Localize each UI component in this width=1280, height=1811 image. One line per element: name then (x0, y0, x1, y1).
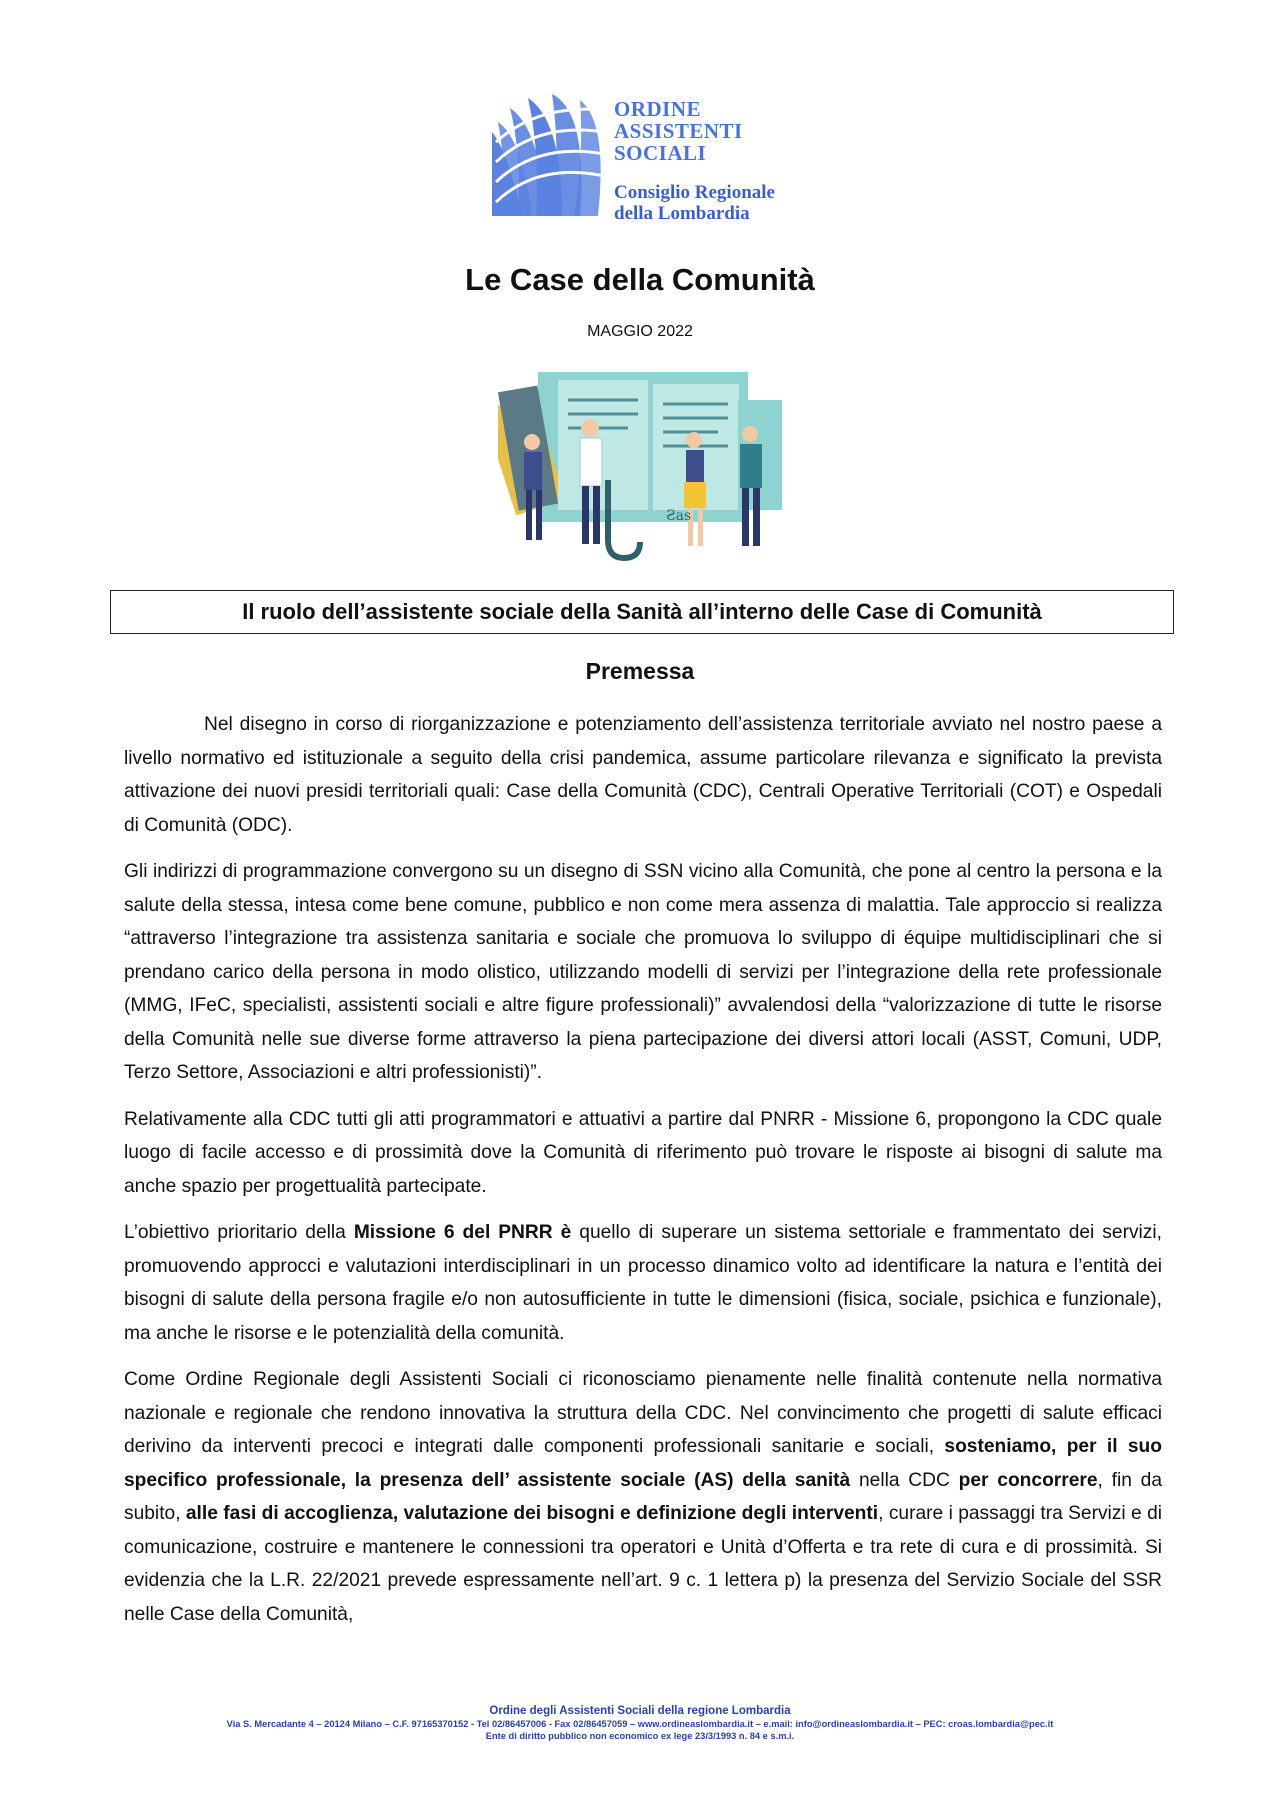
footer-legal-note: Ente di diritto pubblico non economico ex lege 23/3/1993 n. 84 e s.m.i. (485, 1731, 795, 1741)
paragraph-5-text-c: nella CDC (850, 1469, 959, 1491)
paragraph-5-bold-b: sosteniamo, per il suo specifico professionale, la presenza dell’ assistente sociale (AS) della sanità (124, 1436, 1162, 1491)
paragraph-5-text-a: Come Ordine Regionale degli Assistenti Sociali ci riconosciamo pienamente nelle finalità contenute nella normativa nazionale e regionale che rendono innovativa la struttura della CDC. Nel convincimento che progetti di salute efficaci derivino da interventi precoci e integrati dalle componenti professionali sanitarie e sociali, (124, 1369, 1162, 1457)
illustration-caption: Ƨas (666, 508, 692, 524)
boxed-heading: Il ruolo dell’assistente sociale della Sanità all’interno delle Case di Comunità (110, 590, 1174, 634)
document-date: MAGGIO 2022 (587, 323, 693, 340)
footer-org-name: Ordine degli Assistenti Sociali della regione Lombardia (489, 1705, 791, 1717)
paragraph-4-bold: Missione 6 del PNRR è (353, 1222, 572, 1243)
paragraph-4-text-c: quello di superare un sistema settoriale e frammentato dei servizi, promuovendo approcci e valutazioni interdisciplinari in un processo dinamico volto ad identificare la natura e l’entità dei bisogni di salute della persona fragile e/o non autosufficiente in tutte le dimensioni (fisica, sociale, psichica e funzionale), ma anche le risorse e le potenzialità della comunità. (124, 1222, 1162, 1344)
paragraph-5 (124, 1363, 1162, 1631)
paragraph-5-bold-f: alle fasi di accoglienza, valutazione dei bisogni e definizione degli interventi (185, 1503, 879, 1524)
logo-line-ordine: ORDINE (614, 97, 702, 121)
logo-line-assistenti: ASSISTENTI (614, 119, 743, 143)
logo-sub-line1: Consiglio Regionale (614, 182, 775, 203)
logo-line-sociali: SOCIALI (614, 141, 707, 165)
paragraph-3: Relativamente alla CDC tutti gli atti programmatori e attuativi a partire dal PNRR - Missione 6, propongono la CDC quale luogo di facile accesso e di prossimità dove la Comunità di riferimento può trovare le risposte ai bisogni di salute ma anche spazio per progettualità partecipate. (124, 1108, 1162, 1197)
section-title-premessa: Premessa (585, 658, 695, 684)
paragraph-4 (124, 1216, 1162, 1350)
footer-contacts: Via S. Mercadante 4 – 20124 Milano – C.F. 97165370152 - Tel 02/86457006 - Fax 02/86457059 – www.ordineaslombardia.it – e.mail: info@ordineaslombardia.it – PEC: croas.lombardia@pec.it (226, 1719, 1054, 1729)
paragraph-4-text-a: L’obiettivo prioritario della (124, 1222, 354, 1243)
paragraph-5-text-g: , curare i passaggi tra Servizi e di comunicazione, costruire e mantenere le connessioni tra operatori e Unità d’Offerta e tra rete di cura e di prossimità. Si evidenzia che la L.R. 22/2021 prevede espressamente nell’art. 9 c. 1 lettera p) la presenza del Servizio Sociale del SSR nelle Case della Comunità, (124, 1503, 1163, 1625)
document-body (124, 708, 1162, 1644)
paragraph-2: Gli indirizzi di programmazione convergono su un disegno di SSN vicino alla Comunità, che pone al centro la persona e la salute della stessa, intesa come bene comune, pubblico e non come mera assenza di malattia. Tale approccio si realizza “attraverso l’integrazione tra assistenza sanitaria e sociale che promuova lo sviluppo di équipe multidisciplinari che si prendano carico della persona in modo olistico, utilizzando modelli di servizi per l’integrazione della rete professionale (MMG, IFeC, specialisti, assistenti sociali e altre figure professionali)” avvalendosi della “valorizzazione di tutte le risorse della Comunità nelle sue diverse forme attraverso la piena partecipazione dei diversi attori locali (ASST, Comuni, UDP, Terzo Settore, Associazioni e altri professionisti)”. (124, 861, 1162, 1083)
logo-sub-line2: della Lombardia (614, 203, 750, 224)
paragraph-5-bold-d: per concorrere (958, 1469, 1098, 1491)
logo-shell-icon (488, 92, 608, 218)
document-title: Le Case della Comunità (465, 262, 815, 297)
paragraph-5-text-e: , fin da subito, (124, 1469, 1163, 1524)
logo-text (614, 98, 775, 224)
people-document-illustration (498, 370, 788, 566)
page-footer (0, 1704, 1280, 1742)
paragraph-1: Nel disegno in corso di riorganizzazione e potenziamento dell’assistenza territoriale avviato nel nostro paese a livello normativo ed istituzionale a seguito della crisi pandemica, assume particolare rilevanza e significato la prevista attivazione dei nuovi presidi territoriali quali: Case della Comunità (CDC), Centrali Operative Territoriali (COT) e Ospedali di Comunità (ODC). (124, 714, 1162, 836)
logo-consiglio (614, 182, 775, 224)
organization-logo (488, 92, 808, 222)
